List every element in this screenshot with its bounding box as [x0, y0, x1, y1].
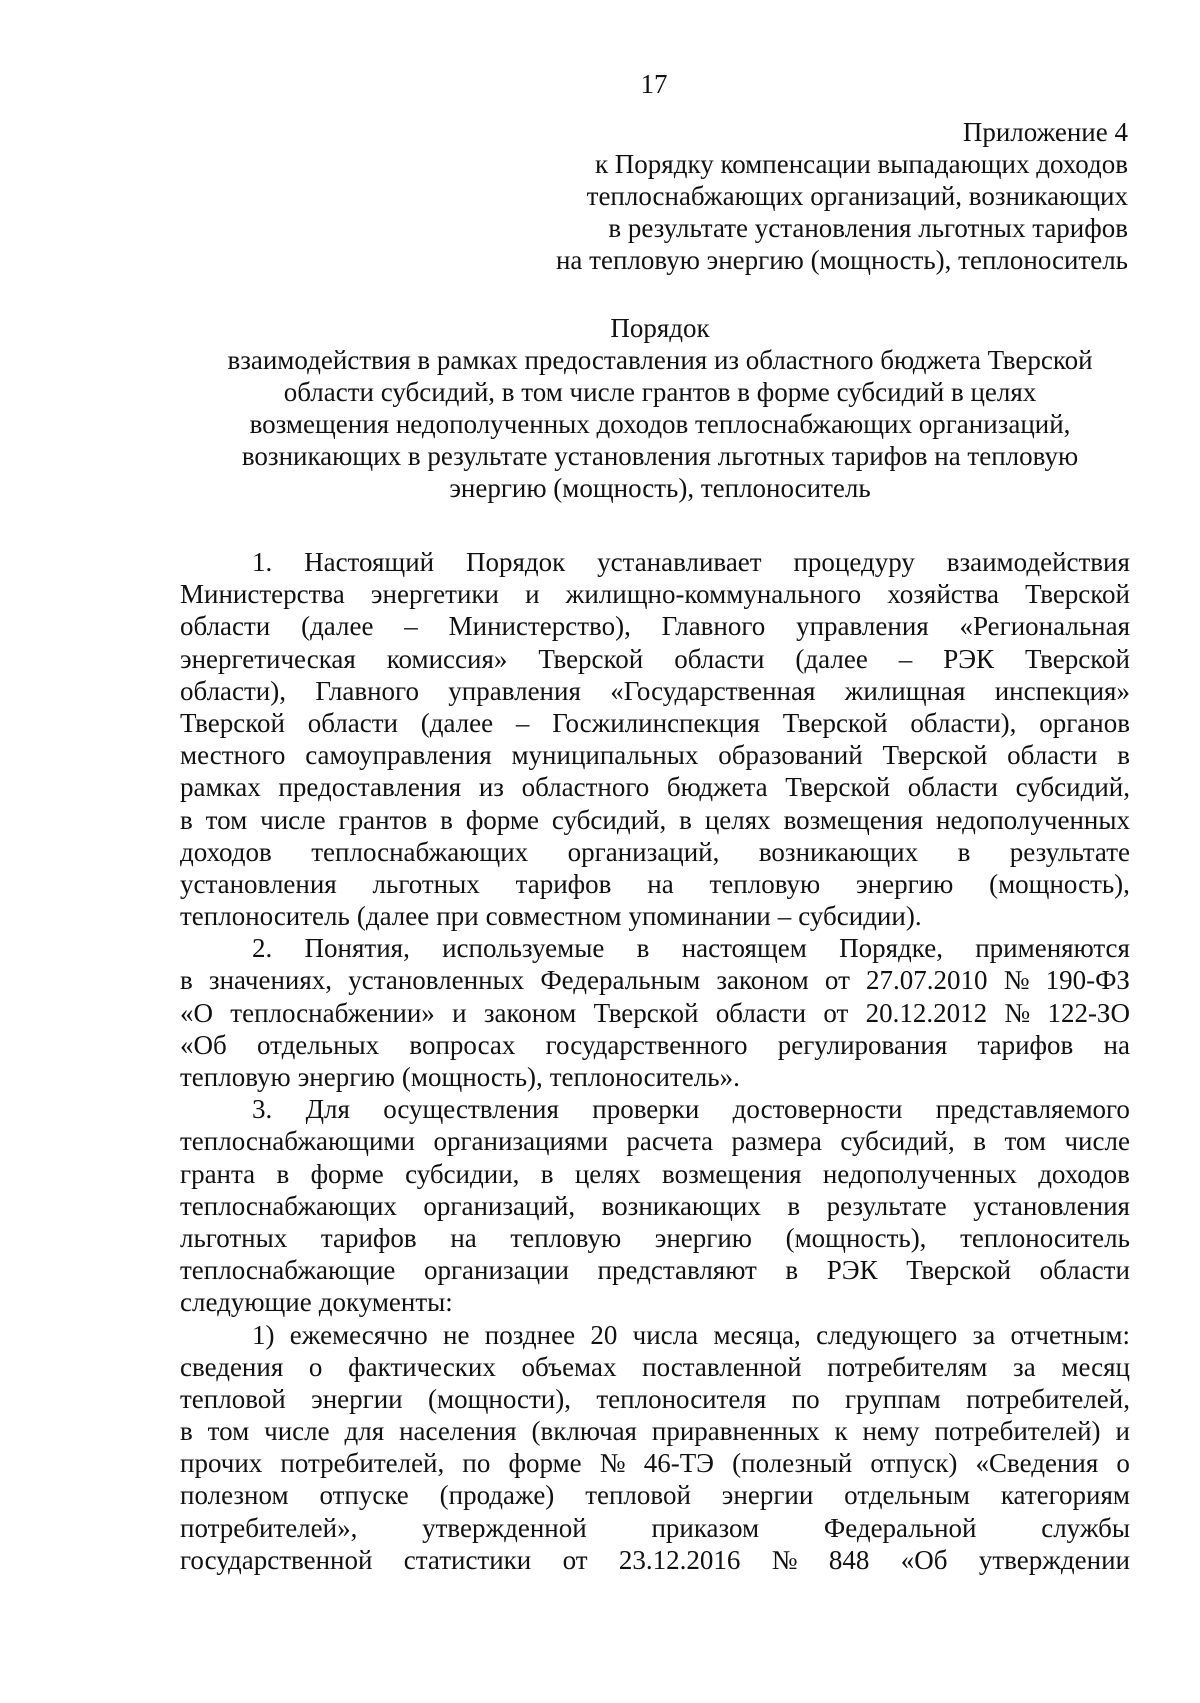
body-word: – [404, 611, 418, 642]
body-word: (включая [531, 1416, 637, 1447]
body-word: Министерства [180, 579, 345, 610]
title-line: взаимодействия в рамках предоставления из областного бюджета Тверской [227, 345, 1093, 375]
body-word: теплоноситель». [549, 1062, 740, 1092]
body-word: отчетным: [1010, 1319, 1130, 1350]
body-word: № [1003, 965, 1030, 996]
body-word: возмещения [662, 1158, 802, 1189]
body-word: Тверской [1025, 643, 1130, 674]
body-word: теплоснабжении» [230, 997, 435, 1028]
body-line [180, 1351, 1130, 1383]
body-word: том [1004, 1126, 1046, 1157]
body-word: отпуск) [870, 1448, 958, 1479]
body-word: числа [632, 1319, 699, 1350]
body-word: тепловой [585, 1480, 691, 1511]
body-word: Главного [661, 611, 766, 642]
body-word: тепловую [709, 868, 821, 899]
body-line [180, 997, 1130, 1029]
body-word: РЭК [826, 1255, 878, 1286]
body-word: месяца, [713, 1319, 801, 1350]
body-word: прочих [180, 1448, 263, 1479]
appendix-line: в результате установления льготных тарифов [608, 213, 1128, 243]
body-word: (мощность), [989, 868, 1130, 899]
body-word: службы [1041, 1512, 1130, 1543]
body-line [180, 643, 1130, 675]
body-word: Тверской [782, 707, 888, 738]
body-word: форме [508, 1448, 582, 1479]
body-word: предоставления [278, 772, 462, 803]
body-word: 3. [252, 1094, 273, 1125]
body-word: отдельным [844, 1480, 970, 1511]
body-word: утверждении [978, 1544, 1130, 1575]
body-word: установления [180, 868, 337, 899]
body-word: (продаже) [439, 1480, 555, 1511]
body-word: субсидий, [840, 1126, 955, 1157]
body-word: гранта [180, 1158, 256, 1189]
body-word: отпуске [319, 1480, 409, 1511]
body-word: области [715, 997, 807, 1028]
body-word: 122-ЗО [1047, 997, 1130, 1028]
body-word: 20 [590, 1319, 618, 1350]
body-word: упоминании [628, 901, 771, 932]
body-word: потребителей, [280, 1448, 445, 1479]
body-word: Порядок [465, 547, 566, 577]
body-word: расчета [626, 1126, 714, 1157]
body-word: 2. [252, 933, 273, 964]
body-line [180, 1383, 1130, 1415]
body-word: из [478, 772, 504, 803]
body-word: рамках [180, 772, 261, 803]
body-word: «Об [180, 1029, 227, 1060]
body-word: приравненных [651, 1416, 820, 1447]
body-line [180, 836, 1130, 868]
body-word: тепловой [180, 1383, 286, 1414]
body-word: субсидии, [405, 1158, 520, 1189]
body-word: тепловую [180, 1062, 291, 1092]
body-line [180, 610, 1130, 642]
body-word: – [515, 707, 530, 738]
body-word: числе [264, 1416, 330, 1447]
body-word: теплоснабжающие [180, 1255, 396, 1286]
body-word: числе [260, 804, 326, 835]
body-word: потребителям [827, 1351, 988, 1382]
body-line [180, 675, 1130, 707]
body-word: проверки [592, 1094, 700, 1125]
body-word: сведения [180, 1351, 284, 1382]
body-word: Главного [315, 675, 419, 706]
body-word: «Региональная [959, 611, 1130, 642]
body-word: РЭК [943, 643, 995, 674]
body-word: следующие [180, 1287, 312, 1318]
body-word: потребителей) [934, 1416, 1101, 1447]
body-word: следующего [816, 1319, 958, 1350]
body-word: теплоснабжающих [311, 836, 529, 867]
body-word: области), [180, 675, 286, 706]
body-word: в [180, 965, 193, 996]
body-word: размера [731, 1126, 822, 1157]
body-word: используемые [442, 933, 605, 964]
body-word: представляемого [935, 1094, 1130, 1125]
body-word: тарифов [320, 1222, 417, 1253]
body-word: категориям [1000, 1480, 1130, 1511]
body-word: инспекция» [994, 675, 1130, 706]
body-word: теплоноситель [180, 901, 350, 932]
body-word: статистики [403, 1544, 532, 1575]
body-word: в [440, 804, 453, 835]
body-word: Тверской [1025, 579, 1130, 610]
body-line [180, 964, 1130, 996]
appendix-line: на тепловую энергию (мощность), теплоноситель [555, 245, 1128, 275]
body-word: регулирования [777, 1029, 948, 1060]
body-word: форме [465, 804, 539, 835]
body-word: представляют [597, 1255, 757, 1286]
body-word: том [205, 804, 248, 835]
appendix-line: Приложение 4 [962, 117, 1128, 147]
body-word: фактических [348, 1351, 496, 1382]
body-word: на [1103, 1029, 1130, 1060]
appendix-line: к Порядку компенсации выпадающих доходов [594, 149, 1128, 179]
body-line [180, 804, 1130, 836]
body-word: не [443, 1319, 470, 1350]
body-word: субсидии). [798, 901, 922, 932]
body-line [180, 739, 1130, 771]
body-word: законом [716, 965, 809, 996]
appendix-line: теплоснабжающих организаций, возникающих [586, 181, 1128, 211]
body-word: тепловую [510, 1222, 622, 1253]
body-word: организациями [433, 1126, 608, 1157]
body-word: организаций, [567, 836, 720, 867]
body-word: 1) [252, 1319, 275, 1350]
body-word: Для [305, 1094, 350, 1125]
body-word: 848 [828, 1544, 870, 1575]
body-word: от [823, 997, 849, 1028]
body-line [180, 771, 1130, 803]
body-word: льготных [180, 1222, 288, 1253]
body-word: теплоснабжающих [180, 1190, 397, 1221]
body-word: льготных [372, 868, 480, 899]
body-word: возникающих [758, 836, 919, 867]
document-title [180, 312, 1140, 504]
body-word: области), [910, 707, 1017, 738]
body-word: Тверской [593, 997, 699, 1028]
body-word: области [307, 707, 398, 738]
body-word: для [344, 1416, 385, 1447]
body-line [180, 1222, 1130, 1254]
body-word: государственного [545, 1029, 748, 1060]
body-word: Тверской [882, 740, 988, 771]
body-word: области [1039, 1255, 1130, 1286]
body-word: «Государственная [610, 675, 816, 706]
body-word: № [599, 1448, 626, 1479]
body-word: и [1115, 1416, 1130, 1447]
body-word: в [1117, 740, 1130, 771]
body-word: результате [826, 1190, 947, 1221]
body-word: применяются [975, 933, 1130, 964]
body-word: в [679, 804, 692, 835]
title-line: возникающих в результате установления льготных тарифов на тепловую [241, 441, 1079, 471]
body-word: отдельных [256, 1029, 380, 1060]
body-word: Министерство), [448, 611, 631, 642]
body-line [180, 1029, 1130, 1061]
body-word: объемах [521, 1351, 617, 1382]
body-word: хозяйства [887, 579, 999, 610]
body-word: в [180, 804, 193, 835]
body-word: значениях, [208, 965, 333, 996]
body-word: энергии [721, 1480, 814, 1511]
body-word: вопросах [409, 1029, 516, 1060]
body-word: целях [704, 804, 771, 835]
body-word: № [1004, 997, 1031, 1028]
body-word: законом [483, 997, 577, 1028]
body-word: области [1007, 740, 1098, 771]
body-word: энергию [856, 868, 954, 899]
body-line [180, 1319, 1130, 1351]
body-word: субсидий, [1015, 772, 1130, 803]
body-line [180, 1512, 1130, 1544]
body-word: Тверской [180, 707, 285, 738]
body-word: месяц [1061, 1351, 1130, 1382]
body-word: приказом [651, 1512, 760, 1543]
body-word: энергию [654, 1222, 752, 1253]
body-word: в [957, 836, 971, 867]
appendix-header [448, 116, 1128, 276]
body-word: полезном [180, 1480, 289, 1511]
body-word: «Об [900, 1544, 948, 1575]
body-word: (мощность), [401, 1062, 543, 1092]
body-word: осуществления [383, 1094, 559, 1125]
body-word: области [907, 772, 999, 803]
body-word: форме [310, 1158, 384, 1189]
body-word: числе [1064, 1126, 1130, 1157]
body-word: грантов [338, 804, 428, 835]
body-word: совместном [485, 901, 622, 932]
body-line [180, 707, 1130, 739]
body-word: группам [845, 1383, 941, 1414]
body-word: возмещения [783, 804, 924, 835]
body-word: и [452, 997, 467, 1028]
body-word: (далее [795, 643, 868, 674]
body-word: 20.12.2012 [865, 997, 988, 1028]
body-word: потребителей, [966, 1383, 1130, 1414]
body-line [180, 1093, 1130, 1125]
body-word: организации [423, 1255, 569, 1286]
body-word: области [180, 611, 271, 642]
document-body [180, 546, 1130, 1576]
body-word: при [436, 901, 479, 932]
title-line: энергию (мощность), теплоноситель [449, 473, 871, 503]
body-word: местного [180, 740, 286, 771]
body-word: недополученных [822, 1158, 1017, 1189]
body-word: настоящем [681, 933, 807, 964]
body-word: «О [180, 997, 213, 1028]
body-line [180, 1544, 1130, 1576]
body-word: управления [448, 675, 581, 706]
body-word: в [636, 933, 650, 964]
body-word: государственной [180, 1544, 373, 1575]
body-word: энергетическая [180, 643, 356, 674]
body-word: к [834, 1416, 848, 1447]
body-word: и [525, 579, 540, 610]
body-word: поставленной [642, 1351, 802, 1382]
body-line [180, 1415, 1130, 1447]
body-word: Федеральной [823, 1512, 977, 1543]
body-word: образований [718, 740, 863, 771]
body-word: энергию [297, 1062, 395, 1092]
body-word: Тверской [538, 643, 644, 674]
body-word: о [308, 1351, 323, 1382]
body-word: (полезный [732, 1448, 853, 1479]
body-word: (мощность), [785, 1222, 927, 1253]
body-word: 46-ТЭ [643, 1448, 715, 1479]
body-word: документы: [318, 1287, 453, 1318]
body-line [180, 1479, 1130, 1511]
body-word: доходов [1038, 1158, 1130, 1189]
body-word: организаций, [423, 1190, 576, 1221]
body-word: Тверской [906, 1255, 1012, 1286]
body-word: субсидий, [551, 804, 667, 835]
body-word: области [674, 643, 765, 674]
title-line: возмещения недополученных доходов теплоснабжающих организаций, [249, 409, 1071, 439]
body-word: от [562, 1544, 588, 1575]
body-word: № [771, 1544, 798, 1575]
body-line [180, 1125, 1130, 1157]
body-word: установленных [348, 965, 525, 996]
body-word: достоверности [732, 1094, 903, 1125]
body-word: результате [1009, 836, 1130, 867]
body-word: жилищно-коммунального [565, 579, 862, 610]
body-word: энергетики [370, 579, 499, 610]
body-word: доходов [180, 836, 272, 867]
body-word: бюджета [666, 772, 768, 803]
body-line [180, 1190, 1130, 1222]
body-word: 27.07.2010 [866, 965, 988, 996]
body-word: взаимодействия [946, 547, 1130, 577]
body-line [180, 1447, 1130, 1479]
body-word: самоуправления [305, 740, 492, 771]
body-word: целях [574, 1158, 641, 1189]
body-word: энергии [311, 1383, 403, 1414]
body-word: теплоносителя [596, 1383, 767, 1414]
body-word: за [972, 1319, 996, 1350]
body-word: в [540, 1158, 554, 1189]
body-line [180, 868, 1130, 900]
body-line [180, 900, 1130, 932]
body-word: (далее [301, 611, 374, 642]
body-word: по [462, 1448, 491, 1479]
body-word: устанавливает [597, 547, 762, 577]
body-line [180, 578, 1130, 610]
body-word: управления [796, 611, 929, 642]
body-word: (мощности), [428, 1383, 571, 1414]
body-word: от [824, 965, 850, 996]
body-word: муниципальных [511, 740, 699, 771]
body-word: (далее [420, 707, 494, 738]
body-word: Федеральным [540, 965, 701, 996]
title-line: области субсидий, в том числе грантов в форме субсидий в целях [283, 377, 1037, 407]
body-word: теплоноситель [960, 1222, 1130, 1253]
body-word: в [973, 1126, 986, 1157]
body-word: Порядке, [839, 933, 943, 964]
page-number: 17 [640, 69, 668, 99]
body-word: тарифов [977, 1029, 1074, 1060]
body-word: по [791, 1383, 820, 1414]
body-word: 190-ФЗ [1045, 965, 1130, 996]
body-word: Госжилинспекция [552, 707, 760, 738]
body-word: жилищная [844, 675, 966, 706]
body-word: органов [1039, 707, 1130, 738]
body-word: утвержденной [422, 1512, 587, 1543]
body-word: ежемесячно [289, 1319, 428, 1350]
body-word: в [787, 1190, 801, 1221]
body-word: на [647, 868, 674, 899]
body-word: тарифов [515, 868, 612, 899]
body-word: населения [399, 1416, 517, 1447]
body-word: теплоснабжающими [180, 1126, 415, 1157]
body-word: о [1116, 1448, 1130, 1479]
body-word: потребителей», [180, 1512, 358, 1543]
body-line [180, 1254, 1130, 1286]
body-word: том [207, 1416, 250, 1447]
body-word: Тверской [785, 772, 891, 803]
body-word: за [1013, 1351, 1036, 1382]
body-word: нему [862, 1416, 920, 1447]
body-line [180, 1286, 1130, 1318]
body-word: (далее [356, 901, 430, 932]
body-word: 23.12.2016 [618, 1544, 741, 1575]
body-line [180, 546, 1130, 578]
title-heading: Порядок [610, 313, 710, 343]
body-word: установления [973, 1190, 1130, 1221]
body-word: «Сведения [975, 1448, 1099, 1479]
body-word: на [450, 1222, 477, 1253]
body-word: – [777, 901, 792, 932]
body-line [180, 1158, 1130, 1190]
body-word: в [276, 1158, 290, 1189]
body-word: недополученных [936, 804, 1130, 835]
body-word: Понятия, [304, 933, 410, 964]
body-word: комиссия» [386, 643, 508, 674]
body-word: 1. [252, 547, 273, 577]
body-line [180, 932, 1130, 964]
body-word: в [180, 1416, 193, 1447]
body-word: возникающих [601, 1190, 761, 1221]
body-word: областного [521, 772, 650, 803]
body-word: позднее [484, 1319, 576, 1350]
body-word: – [898, 643, 913, 674]
body-word: в [785, 1255, 799, 1286]
body-word: Настоящий [304, 547, 435, 577]
body-line [180, 1061, 1130, 1093]
body-word: процедуру [793, 547, 915, 577]
